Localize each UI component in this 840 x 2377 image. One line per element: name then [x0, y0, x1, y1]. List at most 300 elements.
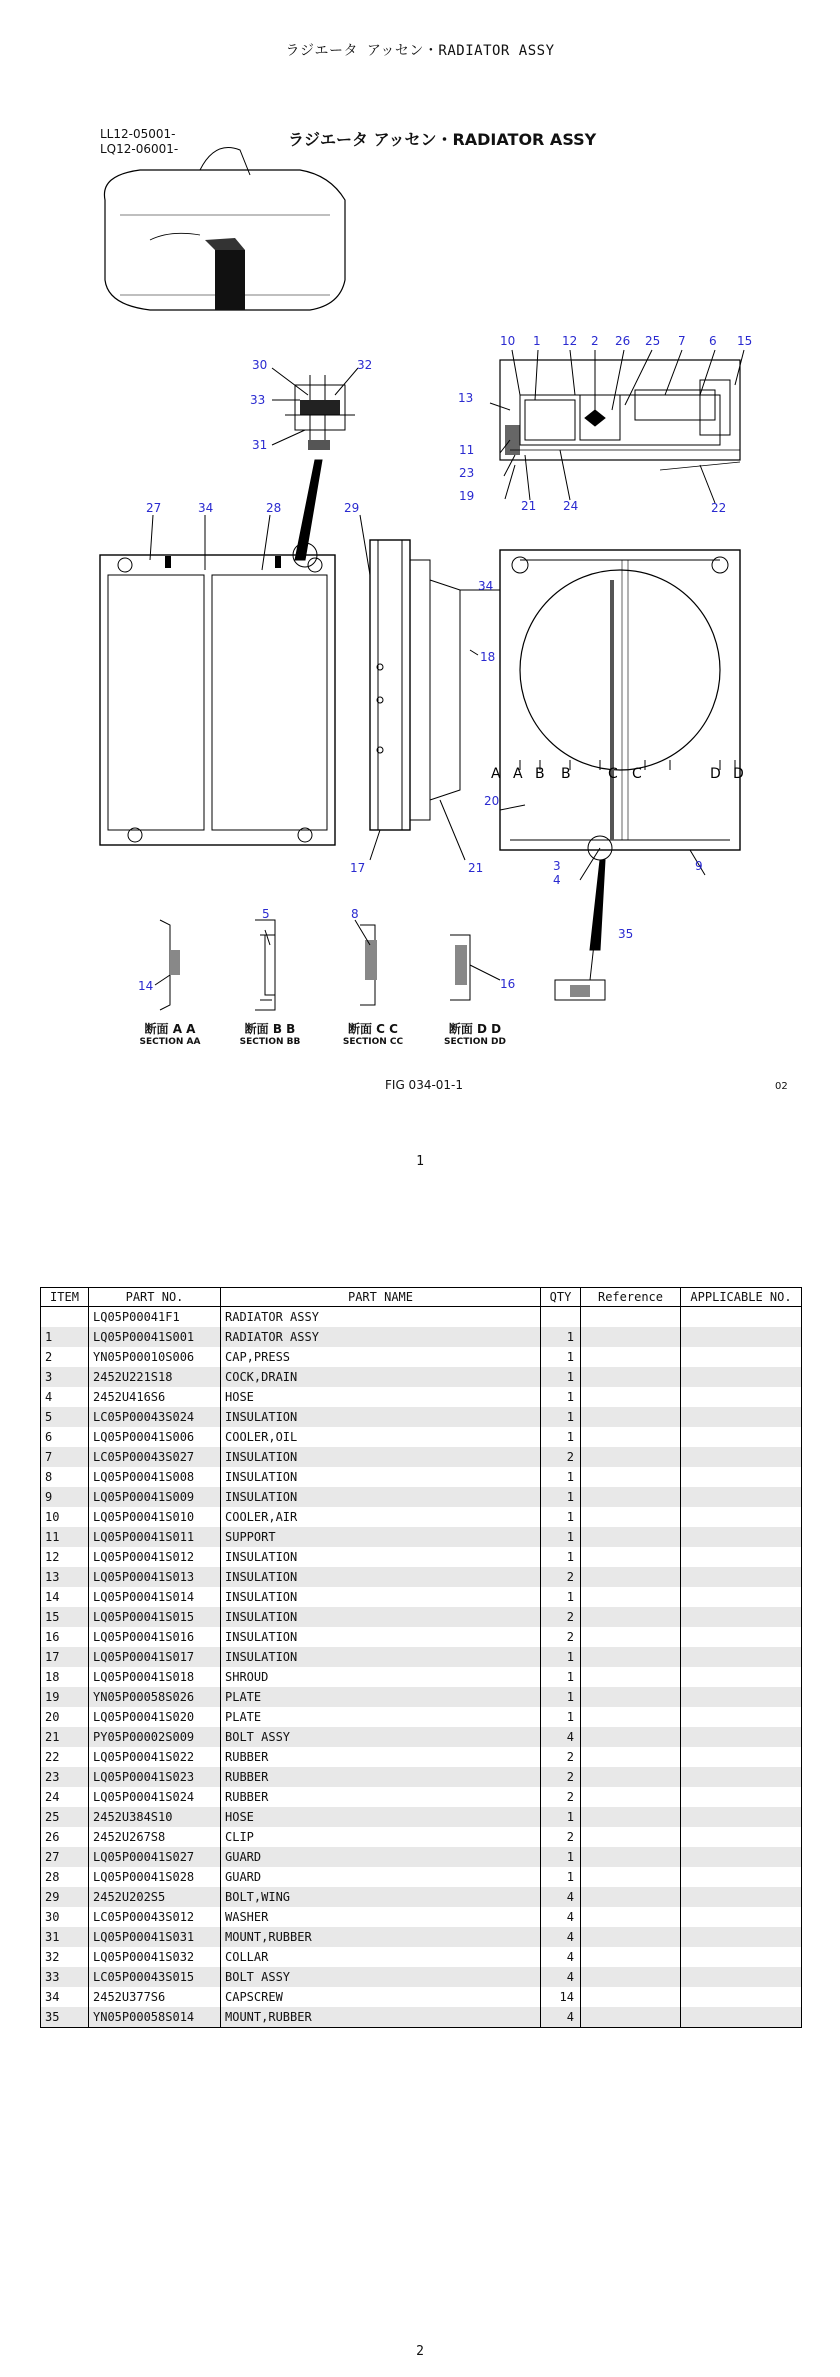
callout-4: 4	[553, 873, 561, 887]
cell-name: COOLER,OIL	[221, 1427, 541, 1447]
cell-name: RUBBER	[221, 1747, 541, 1767]
table-row	[41, 1847, 802, 1867]
cell-ref	[581, 1887, 681, 1907]
cell-ref	[581, 1387, 681, 1407]
cell-app	[681, 1367, 802, 1387]
cell-ref	[581, 1447, 681, 1467]
cell-app	[681, 1387, 802, 1407]
cell-qty: 4	[541, 1967, 581, 1987]
cell-name: RADIATOR ASSY	[221, 1327, 541, 1347]
cell-qty: 1	[541, 1547, 581, 1567]
cell-app	[681, 1827, 802, 1847]
cell-part-no: LQ05P00041F1	[89, 1307, 221, 1328]
cell-app	[681, 1727, 802, 1747]
cell-app	[681, 1547, 802, 1567]
radiator-front-right	[500, 550, 740, 950]
callout-21-top: 21	[521, 499, 537, 513]
cell-part-no: LQ05P00041S022	[89, 1747, 221, 1767]
section-letter-c1: C	[608, 766, 618, 782]
cell-item: 1	[41, 1327, 89, 1347]
cell-ref	[581, 1487, 681, 1507]
cell-item: 11	[41, 1527, 89, 1547]
cell-part-no: LQ05P00041S011	[89, 1527, 221, 1547]
cell-qty: 1	[541, 1527, 581, 1547]
cell-app	[681, 1867, 802, 1887]
cell-ref	[581, 1747, 681, 1767]
cell-part-no: LQ05P00041S018	[89, 1667, 221, 1687]
cell-name: CAPSCREW	[221, 1987, 541, 2007]
cell-qty: 1	[541, 1687, 581, 1707]
cell-ref	[581, 1427, 681, 1447]
table-row	[41, 1527, 802, 1547]
cell-part-no: LQ05P00041S009	[89, 1487, 221, 1507]
cell-item: 29	[41, 1887, 89, 1907]
callout-5: 5	[262, 907, 270, 921]
cell-item: 21	[41, 1727, 89, 1747]
table-row	[41, 1347, 802, 1367]
cell-qty: 1	[541, 1707, 581, 1727]
cell-qty: 1	[541, 1347, 581, 1367]
cell-app	[681, 1507, 802, 1527]
cell-qty: 4	[541, 1727, 581, 1747]
cell-name: INSULATION	[221, 1627, 541, 1647]
callout-17: 17	[350, 861, 366, 875]
cell-ref	[581, 1827, 681, 1847]
cell-ref	[581, 1687, 681, 1707]
cell-name: COCK,DRAIN	[221, 1367, 541, 1387]
section-aa-en: SECTION AA	[139, 1037, 201, 1047]
cell-part-no: PY05P00002S009	[89, 1727, 221, 1747]
section-details	[155, 920, 605, 1010]
cell-qty: 1	[541, 1467, 581, 1487]
cell-name: WASHER	[221, 1907, 541, 1927]
callout-23: 23	[459, 466, 475, 480]
table-row	[41, 1887, 802, 1907]
cell-app	[681, 1587, 802, 1607]
table-row	[41, 1967, 802, 1987]
cell-item: 10	[41, 1507, 89, 1527]
cell-qty: 1	[541, 1647, 581, 1667]
cell-qty: 1	[541, 1407, 581, 1427]
cell-part-no: LC05P00043S024	[89, 1407, 221, 1427]
callout-2: 2	[591, 334, 599, 348]
cell-part-no: YN05P00058S014	[89, 2007, 221, 2028]
cell-item: 14	[41, 1587, 89, 1607]
cell-part-no: YN05P00010S006	[89, 1347, 221, 1367]
cell-ref	[581, 1607, 681, 1627]
cell-app	[681, 1627, 802, 1647]
callout-26: 26	[615, 334, 631, 348]
cell-part-no: LQ05P00041S024	[89, 1787, 221, 1807]
cell-name: SHROUD	[221, 1667, 541, 1687]
cell-name: INSULATION	[221, 1567, 541, 1587]
cell-app	[681, 1767, 802, 1787]
cell-ref	[581, 1527, 681, 1547]
cell-part-no: LQ05P00041S027	[89, 1847, 221, 1867]
cell-ref	[581, 1507, 681, 1527]
cell-app	[681, 1527, 802, 1547]
col-reference: Reference	[581, 1288, 681, 1307]
cell-ref	[581, 1587, 681, 1607]
cell-name: INSULATION	[221, 1487, 541, 1507]
cell-app	[681, 1667, 802, 1687]
table-row	[41, 1867, 802, 1887]
table-row	[41, 1567, 802, 1587]
mount-detail	[272, 368, 358, 560]
cell-app	[681, 1347, 802, 1367]
cell-qty: 2	[541, 1747, 581, 1767]
cell-part-no: LQ05P00041S010	[89, 1507, 221, 1527]
cell-ref	[581, 1627, 681, 1647]
cell-app	[681, 1887, 802, 1907]
cell-item: 12	[41, 1547, 89, 1567]
cell-app	[681, 1787, 802, 1807]
cell-app	[681, 1947, 802, 1967]
table-row	[41, 1467, 802, 1487]
col-part-no: PART NO.	[89, 1288, 221, 1307]
cell-item	[41, 1307, 89, 1328]
callout-13: 13	[458, 391, 474, 405]
cell-name: INSULATION	[221, 1547, 541, 1567]
cell-item: 34	[41, 1987, 89, 2007]
cell-item: 20	[41, 1707, 89, 1727]
cell-qty: 2	[541, 1827, 581, 1847]
cell-name: BOLT ASSY	[221, 1967, 541, 1987]
table-row	[41, 1447, 802, 1467]
callout-29: 29	[344, 501, 360, 515]
page-title: ラジエータ アッセン・RADIATOR ASSY	[285, 43, 555, 59]
cell-item: 26	[41, 1827, 89, 1847]
cell-name: BOLT ASSY	[221, 1727, 541, 1747]
cell-app	[681, 1447, 802, 1467]
cell-ref	[581, 1967, 681, 1987]
cell-item: 17	[41, 1647, 89, 1667]
cell-ref	[581, 1847, 681, 1867]
table-row	[41, 1747, 802, 1767]
callout-6: 6	[709, 334, 717, 348]
cell-ref	[581, 1927, 681, 1947]
cell-item: 35	[41, 2007, 89, 2028]
serial-range-1: LL12-05001-	[100, 127, 176, 141]
cell-part-no: 2452U377S6	[89, 1987, 221, 2007]
cell-name: CLIP	[221, 1827, 541, 1847]
cell-item: 15	[41, 1607, 89, 1627]
table-row	[41, 1387, 802, 1407]
callout-12: 12	[562, 334, 578, 348]
top-cooler-view	[490, 350, 744, 503]
callout-24: 24	[563, 499, 579, 513]
cell-part-no: 2452U202S5	[89, 1887, 221, 1907]
cell-qty: 2	[541, 1787, 581, 1807]
cell-qty: 2	[541, 1447, 581, 1467]
table-row	[41, 1547, 802, 1567]
cell-part-no: LQ05P00041S031	[89, 1927, 221, 1947]
callout-8: 8	[351, 907, 359, 921]
cell-qty: 14	[541, 1987, 581, 2007]
cell-item: 9	[41, 1487, 89, 1507]
col-qty: QTY	[541, 1288, 581, 1307]
cell-ref	[581, 1327, 681, 1347]
cell-part-no: LQ05P00041S006	[89, 1427, 221, 1447]
cell-name: BOLT,WING	[221, 1887, 541, 1907]
cell-app	[681, 1807, 802, 1827]
cell-name: INSULATION	[221, 1607, 541, 1627]
cell-app	[681, 1687, 802, 1707]
cell-item: 22	[41, 1747, 89, 1767]
section-cc-jp: 断面 C C	[348, 1022, 398, 1036]
cell-item: 3	[41, 1367, 89, 1387]
table-row	[41, 1507, 802, 1527]
table-row	[41, 1427, 802, 1447]
callout-34-right: 34	[478, 579, 494, 593]
section-letter-c2: C	[632, 766, 642, 782]
cell-part-no: LQ05P00041S017	[89, 1647, 221, 1667]
cell-part-no: LC05P00043S015	[89, 1967, 221, 1987]
cell-item: 31	[41, 1927, 89, 1947]
cell-qty: 1	[541, 1327, 581, 1347]
cell-ref	[581, 1907, 681, 1927]
cell-ref	[581, 1647, 681, 1667]
cell-ref	[581, 1987, 681, 2007]
cell-app	[681, 1707, 802, 1727]
section-dd-en: SECTION DD	[444, 1037, 506, 1047]
cell-qty: 4	[541, 2007, 581, 2028]
cell-qty: 2	[541, 1767, 581, 1787]
cell-item: 16	[41, 1627, 89, 1647]
col-part-name: PART NAME	[221, 1288, 541, 1307]
cell-name: INSULATION	[221, 1587, 541, 1607]
cell-name: RUBBER	[221, 1787, 541, 1807]
cell-item: 23	[41, 1767, 89, 1787]
cell-name: COOLER,AIR	[221, 1507, 541, 1527]
table-row	[41, 1307, 802, 1328]
table-row	[41, 2007, 802, 2028]
cell-app	[681, 1467, 802, 1487]
cell-part-no: LQ05P00041S013	[89, 1567, 221, 1587]
cell-item: 7	[41, 1447, 89, 1467]
cell-ref	[581, 1867, 681, 1887]
figure-number: FIG 034-01-1	[385, 1078, 464, 1092]
callout-9: 9	[695, 859, 703, 873]
cell-name: INSULATION	[221, 1467, 541, 1487]
cell-ref	[581, 1307, 681, 1328]
cell-name: INSULATION	[221, 1447, 541, 1467]
cell-qty: 1	[541, 1387, 581, 1407]
cell-item: 2	[41, 1347, 89, 1367]
callout-31: 31	[252, 438, 268, 452]
table-row	[41, 1687, 802, 1707]
table-row	[41, 1707, 802, 1727]
table-row	[41, 1907, 802, 1927]
cell-qty: 1	[541, 1667, 581, 1687]
table-row	[41, 1727, 802, 1747]
cell-ref	[581, 1347, 681, 1367]
cell-qty: 2	[541, 1607, 581, 1627]
radiator-assembly-drawing	[0, 0, 840, 1080]
callout-16: 16	[500, 977, 516, 991]
cell-qty: 1	[541, 1367, 581, 1387]
callout-14: 14	[138, 979, 154, 993]
cell-ref	[581, 1367, 681, 1387]
cell-item: 32	[41, 1947, 89, 1967]
cell-app	[681, 1407, 802, 1427]
callout-18: 18	[480, 650, 496, 664]
section-aa-jp: 断面 A A	[144, 1022, 196, 1036]
cell-part-no: LQ05P00041S023	[89, 1767, 221, 1787]
cell-qty: 1	[541, 1807, 581, 1827]
cell-qty: 4	[541, 1927, 581, 1947]
cell-item: 30	[41, 1907, 89, 1927]
cell-ref	[581, 1787, 681, 1807]
table-row	[41, 1827, 802, 1847]
cell-part-no: 2452U267S8	[89, 1827, 221, 1847]
parts-table-header	[41, 1288, 802, 1307]
callout-21-bottom: 21	[468, 861, 484, 875]
cell-app	[681, 1427, 802, 1447]
cell-item: 13	[41, 1567, 89, 1587]
col-item: ITEM	[41, 1288, 89, 1307]
section-bb-en: SECTION BB	[239, 1037, 301, 1047]
cell-name: CAP,PRESS	[221, 1347, 541, 1367]
cell-part-no: 2452U416S6	[89, 1387, 221, 1407]
table-row	[41, 1627, 802, 1647]
callout-35: 35	[618, 927, 634, 941]
cell-name: RADIATOR ASSY	[221, 1307, 541, 1328]
cell-qty: 1	[541, 1427, 581, 1447]
callout-30: 30	[252, 358, 268, 372]
section-dd-title	[420, 1020, 530, 1047]
cell-ref	[581, 1767, 681, 1787]
cell-name: PLATE	[221, 1687, 541, 1707]
cell-app	[681, 1847, 802, 1867]
cell-part-no: LQ05P00041S008	[89, 1467, 221, 1487]
cell-name: COLLAR	[221, 1947, 541, 1967]
cell-app	[681, 1327, 802, 1347]
section-letter-d2: D	[733, 766, 744, 782]
cell-qty: 2	[541, 1567, 581, 1587]
cell-name: SUPPORT	[221, 1527, 541, 1547]
parts-table	[40, 1287, 802, 2028]
cell-app	[681, 1487, 802, 1507]
cell-part-no: LQ05P00041S015	[89, 1607, 221, 1627]
cell-name: HOSE	[221, 1807, 541, 1827]
cell-ref	[581, 1567, 681, 1587]
cell-item: 33	[41, 1967, 89, 1987]
section-letter-a1: A	[491, 766, 501, 782]
cell-part-no: LQ05P00041S012	[89, 1547, 221, 1567]
section-letter-d1: D	[710, 766, 721, 782]
cell-item: 8	[41, 1467, 89, 1487]
table-row	[41, 1487, 802, 1507]
callout-19: 19	[459, 489, 475, 503]
cell-part-no: LQ05P00041S014	[89, 1587, 221, 1607]
cell-part-no: 2452U221S18	[89, 1367, 221, 1387]
cell-app	[681, 1927, 802, 1947]
callout-27: 27	[146, 501, 162, 515]
section-cc-title	[318, 1020, 428, 1047]
cell-item: 4	[41, 1387, 89, 1407]
cell-name: GUARD	[221, 1847, 541, 1867]
table-row	[41, 1327, 802, 1347]
table-row	[41, 1987, 802, 2007]
cell-qty: 1	[541, 1487, 581, 1507]
callout-32: 32	[357, 358, 373, 372]
cell-part-no: LQ05P00041S001	[89, 1327, 221, 1347]
callout-3: 3	[553, 859, 561, 873]
figure-revision: 02	[775, 1081, 788, 1092]
cell-name: MOUNT,RUBBER	[221, 1927, 541, 1947]
cell-part-no: LQ05P00041S016	[89, 1627, 221, 1647]
callout-15: 15	[737, 334, 753, 348]
parts-table-body	[41, 1307, 802, 2028]
cell-part-no: LQ05P00041S028	[89, 1867, 221, 1887]
cell-qty: 1	[541, 1507, 581, 1527]
col-applicable-no: APPLICABLE NO.	[681, 1288, 802, 1307]
table-row	[41, 1647, 802, 1667]
figure-title: ラジエータ アッセン・RADIATOR ASSY	[288, 130, 597, 149]
table-row	[41, 1367, 802, 1387]
callout-34-left: 34	[198, 501, 214, 515]
cell-part-no: LQ05P00041S032	[89, 1947, 221, 1967]
section-bb-title	[215, 1020, 325, 1047]
cell-qty: 4	[541, 1907, 581, 1927]
cell-ref	[581, 1667, 681, 1687]
page-number-2: 2	[416, 2344, 424, 2359]
cell-ref	[581, 1727, 681, 1747]
cell-qty: 4	[541, 1947, 581, 1967]
table-row	[41, 1587, 802, 1607]
cell-ref	[581, 1807, 681, 1827]
cell-app	[681, 1967, 802, 1987]
table-row	[41, 1667, 802, 1687]
cell-app	[681, 1747, 802, 1767]
section-bb-jp: 断面 B B	[244, 1022, 296, 1036]
cell-qty	[541, 1307, 581, 1328]
section-dd-jp: 断面 D D	[448, 1022, 502, 1036]
cell-ref	[581, 1947, 681, 1967]
cell-ref	[581, 1547, 681, 1567]
table-row	[41, 1927, 802, 1947]
cell-qty: 2	[541, 1627, 581, 1647]
cell-item: 25	[41, 1807, 89, 1827]
cell-app	[681, 1907, 802, 1927]
cell-app	[681, 1307, 802, 1328]
cell-part-no: LC05P00043S012	[89, 1907, 221, 1927]
cell-name: PLATE	[221, 1707, 541, 1727]
cell-name: INSULATION	[221, 1407, 541, 1427]
cell-ref	[581, 1407, 681, 1427]
cell-item: 27	[41, 1847, 89, 1867]
callout-10: 10	[500, 334, 516, 348]
section-letter-a2: A	[513, 766, 523, 782]
section-aa-title	[115, 1020, 225, 1047]
cell-name: GUARD	[221, 1867, 541, 1887]
cell-app	[681, 1567, 802, 1587]
cell-name: RUBBER	[221, 1767, 541, 1787]
table-row	[41, 1807, 802, 1827]
callout-33: 33	[250, 393, 266, 407]
page-number-1: 1	[416, 1154, 424, 1169]
cell-item: 28	[41, 1867, 89, 1887]
callout-11: 11	[459, 443, 475, 457]
callout-28: 28	[266, 501, 282, 515]
table-row	[41, 1607, 802, 1627]
cell-part-no: LQ05P00041S020	[89, 1707, 221, 1727]
cell-item: 18	[41, 1667, 89, 1687]
cell-qty: 1	[541, 1867, 581, 1887]
cell-item: 19	[41, 1687, 89, 1707]
cell-app	[681, 1647, 802, 1667]
